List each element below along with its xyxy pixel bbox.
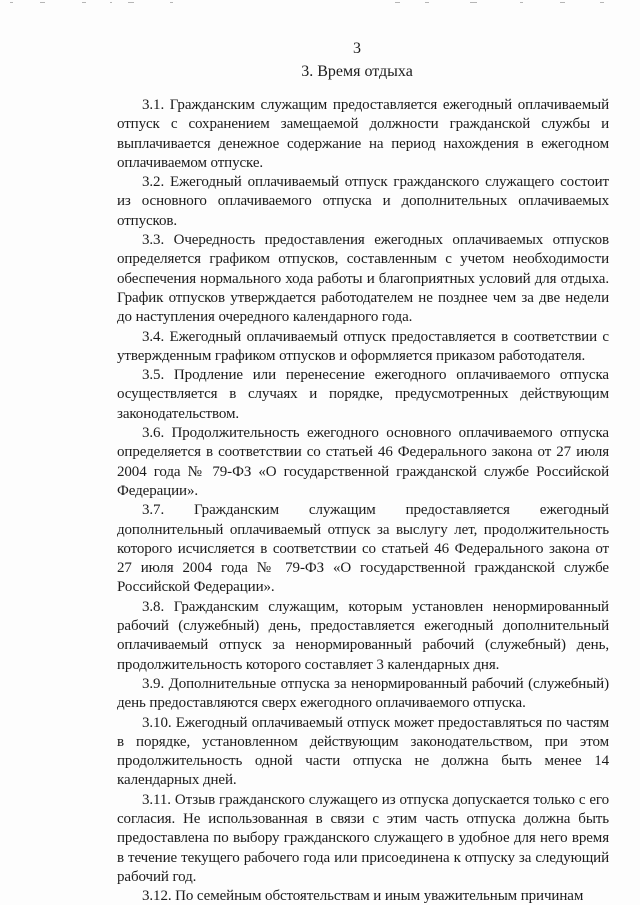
paragraph-3-9: 3.9. Дополнительные отпуска за ненормированный рабочий (служебный) день предоставляются сверх ежегодного оплачиваемого отпуска. xyxy=(117,675,609,712)
paragraph-3-5: 3.5. Продление или перенесение ежегодного оплачиваемого отпуска осуществляется в случаях и порядке, предусмотренных действующим законодательством. xyxy=(117,367,609,422)
paragraph-3-7: 3.7. Гражданским служащим предоставляется ежегодный дополнительный оплачиваемый отпуск за выслугу лет, продолжительность которого исчисляется в соответствии со статьей 46 Федерального закона от 27 июля 2004 года № 79-ФЗ «О государственной гражданской службе Российской Федерации». xyxy=(117,502,609,596)
page-number: 3 xyxy=(353,40,361,57)
paragraph-3-12: 3.12. По семейным обстоятельствам и иным уважительным причинам xyxy=(142,888,584,905)
body-text xyxy=(117,96,609,906)
paragraph-3-2: 3.2. Ежегодный оплачиваемый отпуск гражданского служащего состоит из основного оплачиваемого отпуска и дополнительных оплачиваемых отпусков. xyxy=(117,174,609,229)
paragraph-3-3: 3.3. Очередность предоставления ежегодных оплачиваемых отпусков определяется графиком отпусков, составленным с учетом необходимости обеспечения нормального хода работы и благоприятных условий для отдыха. График отпусков утверждается работодателем не позднее чем за две недели до наступления очередного календарного года. xyxy=(117,232,609,326)
scan-artifact-marks xyxy=(0,2,640,5)
paragraph-3-6: 3.6. Продолжительность ежегодного основного оплачиваемого отпуска определяется в соответствии со статьей 46 Федерального закона от 27 июля 2004 года № 79-ФЗ «О государственной гражданской службе Российской Федерации». xyxy=(117,425,609,499)
paragraph-3-10: 3.10. Ежегодный оплачиваемый отпуск может предоставляться по частям в порядке, установленном действующим законодательством, при этом продолжительность одной части отпуска не должна быть менее 14 календарных дней. xyxy=(117,714,609,789)
section-title: 3. Время отдыха xyxy=(301,63,413,80)
paragraph-3-1: 3.1. Гражданским служащим предоставляется ежегодный оплачиваемый отпуск с сохранением замещаемой должности гражданской службы и выплачивается денежное содержание на период нахождения в ежегодном оплачиваемом отпуске. xyxy=(117,97,609,171)
paragraph-3-4: 3.4. Ежегодный оплачиваемый отпуск предоставляется в соответствии с утвержденным графиком отпусков и оформляется приказом работодателя. xyxy=(117,328,609,364)
paragraph-3-8: 3.8. Гражданским служащим, которым установлен ненормированный рабочий (служебный) день, предоставляется ежегодный дополнительный оплачиваемый отпуск за ненормированный рабочий (служебный) день, продолжительность которого составляет 3 календарных дня. xyxy=(117,598,609,673)
paragraph-3-11: 3.11. Отзыв гражданского служащего из отпуска допускается только с его согласия. Не использованная в связи с этим часть отпуска должна быть предоставлена по выбору гражданского служащего в удобное для него время в течение текущего рабочего года или присоединена к отпуску за следующий рабочий год. xyxy=(117,791,609,885)
